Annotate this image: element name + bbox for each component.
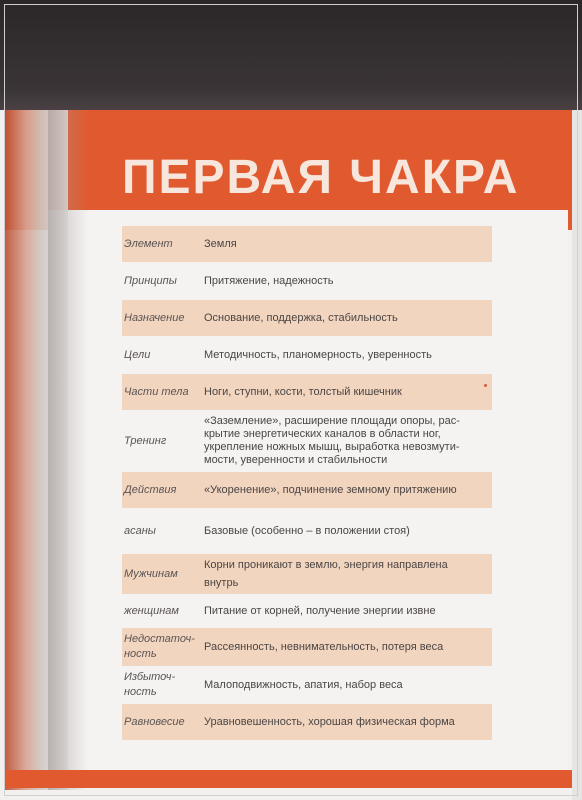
row-value: Земля [204, 237, 237, 250]
row-label: Части тела [124, 385, 189, 398]
page-title: ПЕРВАЯ ЧАКРА [122, 151, 520, 204]
row-label: Принципы [124, 274, 177, 287]
value-line: мости, уверенности и стабильности [204, 454, 388, 466]
spine-fade [48, 110, 88, 790]
row-value: Притяжение, надежность [204, 274, 334, 287]
row-label [122, 671, 202, 699]
chakra-table [122, 226, 492, 740]
row-label: Цели [124, 348, 151, 361]
value-line: Корни проникают в землю, энергия направлена [204, 558, 448, 571]
row-label: Назначение [124, 311, 185, 324]
row-label [122, 633, 202, 661]
table-row [122, 594, 492, 628]
table-row [122, 508, 492, 554]
row-label: женщинам [124, 604, 179, 617]
value-line: укрепление ножных мышц, выработка невозмути- [204, 441, 460, 453]
value-line: крытие энергетических каналов в области ног, [204, 428, 441, 440]
row-label: Элемент [124, 237, 173, 250]
row-value: Методичность, планомерность, уверенность [204, 348, 432, 361]
label-line: ность [124, 648, 157, 660]
table-row [122, 226, 492, 262]
label-line: ность [124, 686, 157, 698]
row-value [202, 559, 492, 590]
scan-background-top [0, 0, 582, 110]
label-line: Избыточ- [124, 671, 176, 683]
row-label: Мужчинам [124, 567, 178, 580]
page-edge [572, 110, 582, 800]
table-row [122, 472, 492, 508]
value-line: «Заземление», расширение площади опоры, рас- [204, 415, 460, 427]
table-row [122, 336, 492, 374]
row-value [202, 415, 492, 467]
table-row [122, 262, 492, 300]
row-label: Тренинг [124, 434, 167, 447]
table-row [122, 628, 492, 666]
row-label: Действия [124, 483, 177, 496]
table-row [122, 374, 492, 410]
table-row [122, 300, 492, 336]
row-value: «Укоренение», подчинение земному притяжению [204, 483, 457, 496]
print-speck [484, 384, 487, 387]
value-line: внутрь [204, 576, 239, 589]
table-row [122, 666, 492, 704]
row-value: Базовые (особенно – в положении стоя) [204, 524, 410, 537]
row-value: Рассеянность, невнимательность, потеря веса [204, 640, 444, 653]
row-label: Равновесие [124, 715, 185, 728]
table-row [122, 554, 492, 594]
row-value: Основание, поддержка, стабильность [204, 311, 398, 324]
row-label: асаны [124, 524, 156, 537]
row-value: Питание от корней, получение энергии извне [204, 604, 436, 617]
footer-band [4, 770, 572, 788]
row-value: Ноги, ступни, кости, толстый кишечник [204, 385, 402, 398]
row-value: Уравновешенность, хорошая физическая форма [204, 715, 455, 728]
row-value: Малоподвижность, апатия, набор веса [204, 678, 403, 691]
label-line: Недостаточ- [124, 633, 195, 645]
table-row [122, 410, 492, 472]
table-row [122, 704, 492, 740]
